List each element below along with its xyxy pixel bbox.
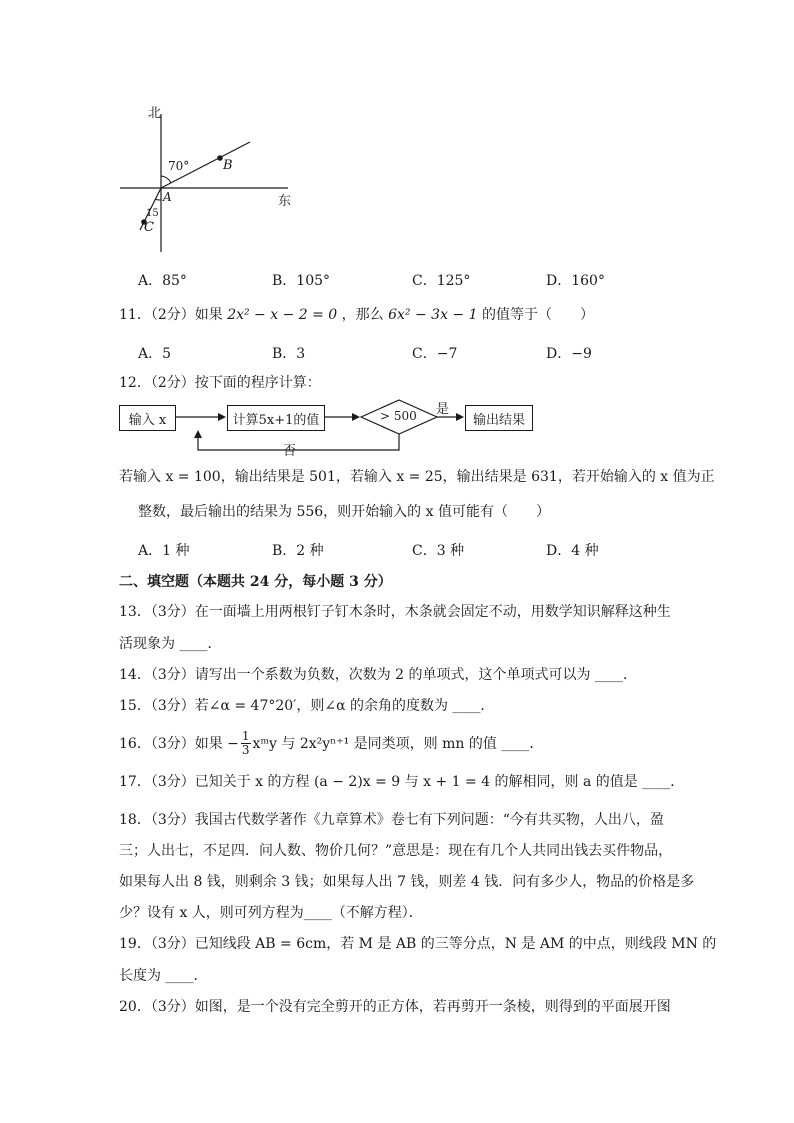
q11-option-d: D．−9 — [546, 346, 592, 362]
q11-mid: ，那么 — [341, 307, 384, 323]
flow-calc-label: 计算5x+1的值 — [232, 412, 320, 428]
flowchart — [118, 398, 548, 460]
compass-diagram — [110, 100, 310, 260]
q18-line-2: 三；人出七，不足四．问人数、物价几何？”意思是：现在有几个人共同出钱去买件物品， — [119, 843, 673, 859]
q11-prefix: 11．（2分）如果 — [119, 307, 223, 323]
q12-option-a: A．1 种 — [138, 543, 190, 559]
compass-figure — [110, 100, 310, 260]
q18-line-1: 18．（3分）我国古代数学著作《九章算术》卷七有下列问题：“今有共买物，人出八，盈 — [119, 812, 664, 828]
q16-prefix: 16．（3分）如果 − — [119, 735, 239, 752]
flow-calc-box — [227, 405, 325, 431]
q18-line-3: 如果每人出 8 钱，则剩余 3 钱；如果每人出 7 钱，则差 4 钱．问有多少人，物品的价格是多 — [119, 874, 695, 890]
north-label: 北 — [148, 106, 162, 121]
question-14: 14．（3分）请写出一个系数为负数，次数为 2 的单项式，这个单项式可以为 ____． — [119, 667, 637, 683]
question-12: 12．（2分）按下面的程序计算： — [119, 375, 321, 391]
q16-fraction-denominator: 3 — [241, 743, 250, 757]
east-label: 东 — [278, 194, 292, 209]
flow-yes-label: 是 — [436, 402, 450, 417]
question-15: 15．（3分）若∠α = 47°20′，则∠α 的余角的度数为 ____． — [119, 698, 495, 714]
q18-line-4: 少？设有 x 人，则可列方程为____（不解方程）． — [119, 905, 423, 921]
question-11 — [119, 305, 594, 325]
point-a-label: A — [163, 190, 172, 204]
q19-line-1: 19．（3分）已知线段 AB = 6cm，若 M 是 AB 的三等分点，N 是 AM 的中点，则线段 MN 的 — [119, 936, 717, 952]
flow-input-box — [119, 405, 176, 431]
angle-70-label: 70° — [168, 159, 190, 173]
point-b-label: B — [223, 158, 233, 173]
q12-option-c: C．3 种 — [412, 543, 465, 559]
angle-15-label: 15 — [146, 208, 159, 219]
q12-line-2: 整数，最后输出的结果为 556，则开始输入的 x 值可能有（ ） — [138, 504, 550, 520]
question-17: 17．（3分）已知关于 x 的方程 (a − 2)x = 9 与 x + 1 = 4 的解相同，则 a 的值是 ____． — [119, 774, 685, 790]
q11-tail: 的值等于（ ） — [481, 307, 594, 323]
q10-option-d: D．160° — [546, 273, 605, 289]
question-20: 20．（3分）如图，是一个没有完全剪开的正方体，若再剪开一条棱，则得到的平面展开图 — [119, 999, 671, 1015]
flow-no-label: 否 — [283, 444, 297, 459]
flow-input-label: 输入 x — [128, 412, 167, 428]
q16-rest: xᵐy 与 2x²yⁿ⁺¹ 是同类项，则 mn 的值 ____． — [252, 735, 544, 752]
q10-option-b: B．105° — [272, 273, 331, 289]
q11-option-c: C．−7 — [412, 346, 458, 362]
q10-option-a: A．85° — [138, 273, 187, 289]
q19-line-2: 长度为 ____． — [119, 968, 208, 984]
q12-line-1: 若输入 x = 100，输出结果是 501，若输入 x = 25，输出结果是 631，若开始输入的 x 值为正 — [119, 469, 715, 485]
point-b — [217, 155, 223, 161]
q13-line-2: 活现象为 ____． — [119, 636, 222, 652]
section-heading: 二、填空题（本题共 24 分，每小题 3 分） — [119, 574, 392, 590]
angle-arc-15 — [155, 199, 161, 200]
q11-equation-1: 2x² − x − 2 = 0 — [227, 307, 338, 323]
flow-condition-label: > 500 — [380, 409, 417, 423]
flow-output-box — [465, 405, 533, 431]
question-16 — [119, 730, 543, 757]
flow-output-label: 输出结果 — [472, 412, 525, 428]
angle-arc-70 — [161, 176, 171, 183]
q13-line-1: 13．（3分）在一面墙上用两根钉子钉木条时，木条就会固定不动，用数学知识解释这种生 — [119, 604, 671, 620]
q10-option-c: C．125° — [412, 273, 471, 289]
q11-equation-2: 6x² − 3x − 1 — [388, 307, 478, 323]
q11-option-b: B．3 — [272, 346, 306, 362]
point-c-label: C — [144, 220, 154, 235]
q11-option-a: A．5 — [138, 346, 172, 362]
q16-fraction — [241, 730, 251, 757]
q16-fraction-numerator: 1 — [241, 729, 250, 743]
q12-option-b: B．2 种 — [272, 543, 324, 559]
q12-option-d: D．4 种 — [546, 543, 599, 559]
